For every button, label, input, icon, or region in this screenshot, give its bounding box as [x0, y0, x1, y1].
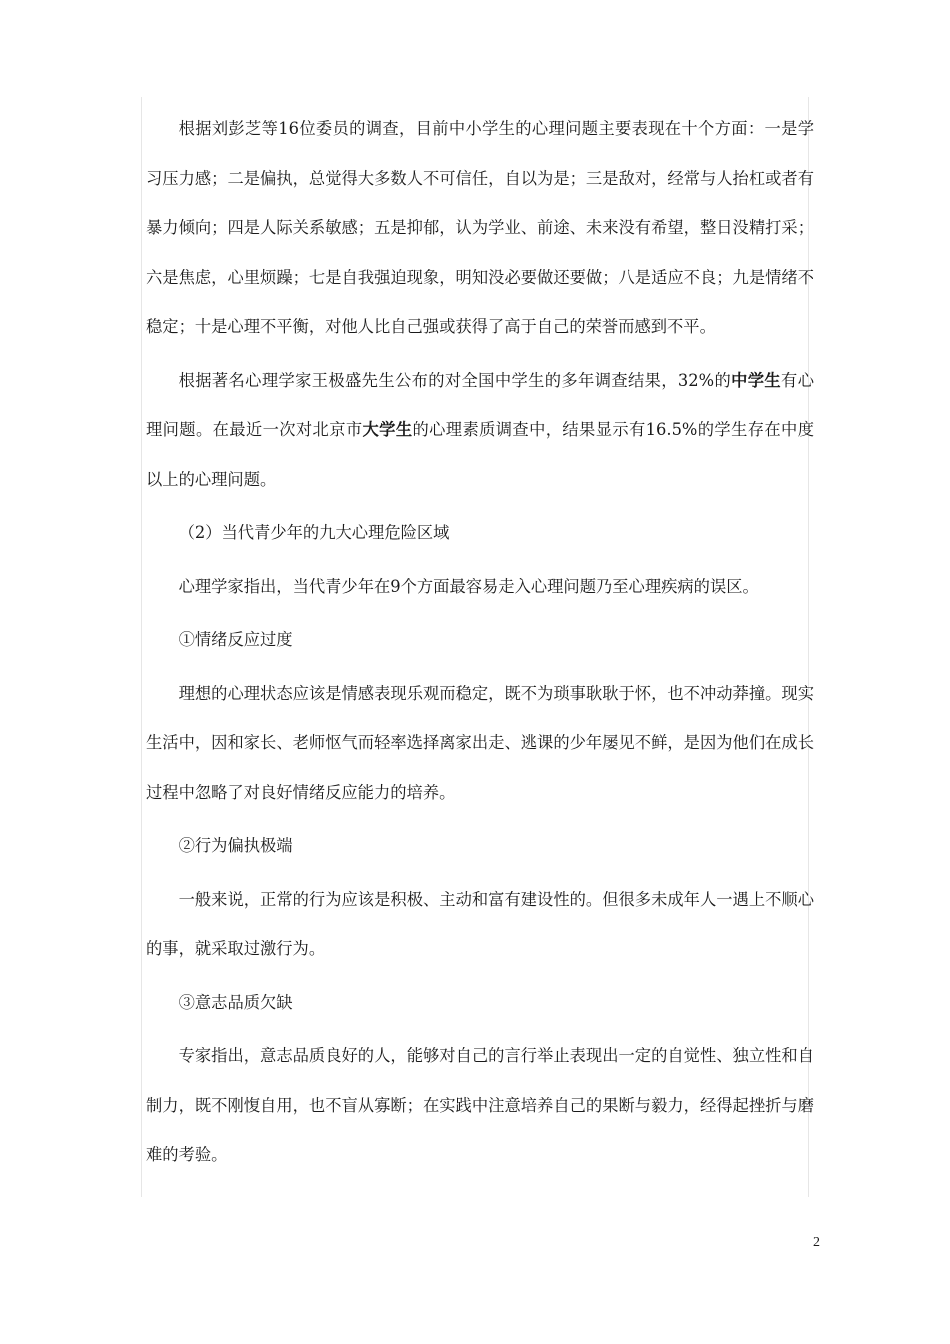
- bold-keyword-middle-school-students: 中学生: [731, 370, 782, 390]
- paragraph-emotional-overreaction: 理想的心理状态应该是情感表现乐观而稳定，既不为琐事耿耿于怀，也不冲动莽撞。现实生活中，因和家长、老师怄气而轻率选择离家出走、逃课的少年屡见不鲜，是因为他们在成长过程中忽略了对良好情绪反应能力的培养。: [146, 683, 814, 802]
- item-heading-weak-willpower: ③意志品质欠缺: [178, 992, 293, 1012]
- paragraph-wang-jisheng-survey: [146, 356, 814, 505]
- paragraph-survey-ten-problems: 根据刘彭芝等16位委员的调查，目前中小学生的心理问题主要表现在十个方面：一是学习压力感；二是偏执，总觉得大多数人不可信任，自以为是；三是敌对，经常与人抬杠或者有暴力倾向；四是人际关系敏感；五是抑郁，认为学业、前途、未来没有希望，整日没精打采；六是焦虑，心里烦躁；七是自我强迫现象，明知没必要做还要做；八是适应不良；九是情绪不稳定；十是心理不平衡，对他人比自己强或获得了高于自己的荣誉而感到不平。: [146, 119, 814, 336]
- text-segment: 根据著名心理学家王极盛先生公布的对全国中学生的多年调查结果，32%的: [178, 370, 732, 390]
- text-segment: 有心理问题。在最近一次对北京市: [146, 370, 814, 439]
- paragraph-weak-willpower: 专家指出，意志品质良好的人，能够对自己的言行举止表现出一定的自觉性、独立性和自制力，既不刚愎自用，也不盲从寡断；在实践中注意培养自己的果断与毅力，经得起挫折与磨难的考验。: [146, 1046, 814, 1164]
- paragraph-extreme-behavior: 一般来说，正常的行为应该是积极、主动和富有建设性的。但很多未成年人一遇上不顺心的事，就采取过激行为。: [146, 889, 814, 958]
- item-heading-extreme-behavior: ②行为偏执极端: [178, 836, 293, 855]
- paragraph-psychologist-note: 心理学家指出，当代青少年在9个方面最容易走入心理问题乃至心理疾病的误区。: [178, 576, 759, 596]
- item-heading-emotional-overreaction: ①情绪反应过度: [178, 630, 293, 649]
- page-number: 2: [813, 1235, 820, 1250]
- bold-keyword-college-students: 大学生: [362, 420, 413, 439]
- document-body: [146, 104, 814, 1184]
- section-heading-nine-risk-areas: （2）当代青少年的九大心理危险区域: [178, 523, 450, 542]
- text-segment: 的心理素质调查中，结果显示有16.5%的学生存在中度以上的心理问题。: [146, 420, 814, 489]
